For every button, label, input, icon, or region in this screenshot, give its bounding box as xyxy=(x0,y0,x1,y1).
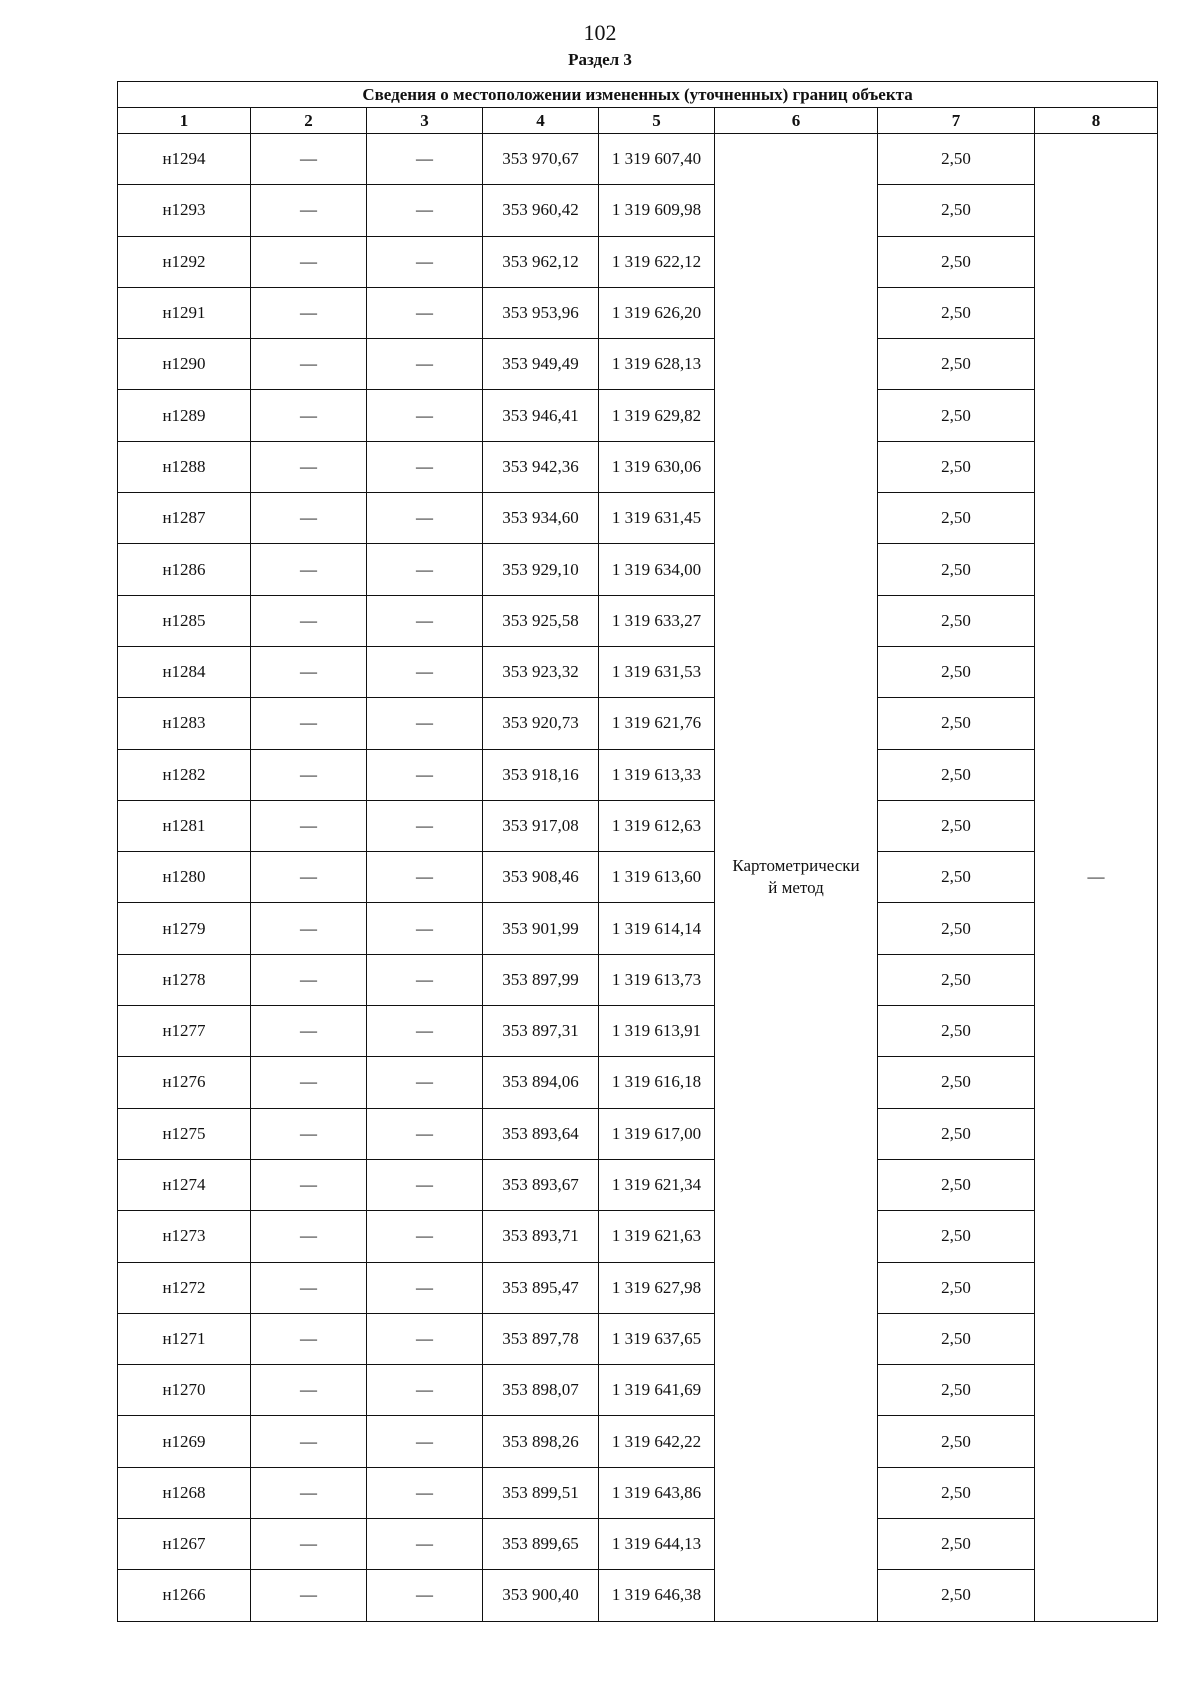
accuracy-cell: 2,50 xyxy=(878,1416,1035,1467)
coordinate-x-cell: 353 893,64 xyxy=(483,1108,599,1159)
accuracy-cell: 2,50 xyxy=(878,287,1035,338)
coordinate-y-cell: 1 319 634,00 xyxy=(599,544,715,595)
point-number-cell: н1267 xyxy=(118,1519,251,1570)
table-row xyxy=(118,1108,1158,1159)
column-number-4: 4 xyxy=(483,108,599,134)
table-row xyxy=(118,646,1158,697)
point-number-cell: н1269 xyxy=(118,1416,251,1467)
col3-dash-cell: — xyxy=(367,287,483,338)
point-number-cell: н1277 xyxy=(118,1006,251,1057)
table-row xyxy=(118,1313,1158,1364)
col2-dash-cell: — xyxy=(251,1006,367,1057)
accuracy-cell: 2,50 xyxy=(878,134,1035,185)
coordinate-y-cell: 1 319 607,40 xyxy=(599,134,715,185)
accuracy-cell: 2,50 xyxy=(878,800,1035,851)
accuracy-cell: 2,50 xyxy=(878,236,1035,287)
col2-dash-cell: — xyxy=(251,236,367,287)
boundary-coordinates-table xyxy=(117,81,1158,1622)
col2-dash-cell: — xyxy=(251,339,367,390)
accuracy-cell: 2,50 xyxy=(878,646,1035,697)
col3-dash-cell: — xyxy=(367,903,483,954)
coordinate-y-cell: 1 319 621,63 xyxy=(599,1211,715,1262)
point-number-cell: н1285 xyxy=(118,595,251,646)
point-number-cell: н1290 xyxy=(118,339,251,390)
column-number-6: 6 xyxy=(715,108,878,134)
coordinate-y-cell: 1 319 622,12 xyxy=(599,236,715,287)
table-row xyxy=(118,544,1158,595)
coordinate-y-cell: 1 319 617,00 xyxy=(599,1108,715,1159)
accuracy-cell: 2,50 xyxy=(878,390,1035,441)
accuracy-cell: 2,50 xyxy=(878,1365,1035,1416)
point-number-cell: н1272 xyxy=(118,1262,251,1313)
accuracy-cell: 2,50 xyxy=(878,1211,1035,1262)
coordinate-y-cell: 1 319 613,60 xyxy=(599,852,715,903)
coordinate-y-cell: 1 319 631,45 xyxy=(599,493,715,544)
accuracy-cell: 2,50 xyxy=(878,954,1035,1005)
point-number-cell: н1288 xyxy=(118,441,251,492)
point-number-cell: н1281 xyxy=(118,800,251,851)
coordinate-x-cell: 353 897,78 xyxy=(483,1313,599,1364)
col3-dash-cell: — xyxy=(367,749,483,800)
coordinate-x-cell: 353 946,41 xyxy=(483,390,599,441)
accuracy-cell: 2,50 xyxy=(878,1159,1035,1210)
coordinate-x-cell: 353 918,16 xyxy=(483,749,599,800)
col2-dash-cell: — xyxy=(251,1262,367,1313)
method-line-1: Картометрически xyxy=(732,856,860,876)
col2-dash-cell: — xyxy=(251,1416,367,1467)
col2-dash-cell: — xyxy=(251,800,367,851)
table-body xyxy=(118,134,1158,1622)
table-caption: Сведения о местоположении измененных (уточненных) границ объекта xyxy=(118,82,1158,108)
col3-dash-cell: — xyxy=(367,800,483,851)
point-number-cell: н1274 xyxy=(118,1159,251,1210)
coordinate-x-cell: 353 893,71 xyxy=(483,1211,599,1262)
point-number-cell: н1293 xyxy=(118,185,251,236)
column-number-5: 5 xyxy=(599,108,715,134)
col2-dash-cell: — xyxy=(251,595,367,646)
point-number-cell: н1292 xyxy=(118,236,251,287)
col3-dash-cell: — xyxy=(367,1262,483,1313)
col3-dash-cell: — xyxy=(367,1365,483,1416)
table-row xyxy=(118,390,1158,441)
point-number-cell: н1270 xyxy=(118,1365,251,1416)
coordinate-x-cell: 353 898,26 xyxy=(483,1416,599,1467)
point-number-cell: н1287 xyxy=(118,493,251,544)
method-line-2: й метод xyxy=(768,878,824,898)
point-number-cell: н1286 xyxy=(118,544,251,595)
accuracy-cell: 2,50 xyxy=(878,493,1035,544)
col2-dash-cell: — xyxy=(251,698,367,749)
coordinate-y-cell: 1 319 621,76 xyxy=(599,698,715,749)
coordinate-x-cell: 353 970,67 xyxy=(483,134,599,185)
accuracy-cell: 2,50 xyxy=(878,1570,1035,1621)
coordinate-y-cell: 1 319 614,14 xyxy=(599,903,715,954)
coordinate-y-cell: 1 319 613,33 xyxy=(599,749,715,800)
accuracy-cell: 2,50 xyxy=(878,1313,1035,1364)
coordinate-x-cell: 353 897,31 xyxy=(483,1006,599,1057)
coordinate-y-cell: 1 319 613,91 xyxy=(599,1006,715,1057)
accuracy-cell: 2,50 xyxy=(878,544,1035,595)
column-number-1: 1 xyxy=(118,108,251,134)
accuracy-cell: 2,50 xyxy=(878,185,1035,236)
col2-dash-cell: — xyxy=(251,1313,367,1364)
coordinate-x-cell: 353 901,99 xyxy=(483,903,599,954)
table-row xyxy=(118,1262,1158,1313)
col2-dash-cell: — xyxy=(251,185,367,236)
coordinate-y-cell: 1 319 609,98 xyxy=(599,185,715,236)
accuracy-cell: 2,50 xyxy=(878,749,1035,800)
coordinate-x-cell: 353 934,60 xyxy=(483,493,599,544)
coordinate-y-cell: 1 319 612,63 xyxy=(599,800,715,851)
table-row xyxy=(118,339,1158,390)
col2-dash-cell: — xyxy=(251,903,367,954)
col3-dash-cell: — xyxy=(367,185,483,236)
col2-dash-cell: — xyxy=(251,1365,367,1416)
coordinate-y-cell: 1 319 646,38 xyxy=(599,1570,715,1621)
accuracy-cell: 2,50 xyxy=(878,339,1035,390)
column-number-8: 8 xyxy=(1035,108,1158,134)
section-title: Раздел 3 xyxy=(568,50,632,69)
col2-dash-cell: — xyxy=(251,954,367,1005)
col8-cell: — xyxy=(1035,134,1158,1622)
point-number-cell: н1291 xyxy=(118,287,251,338)
point-number-cell: н1273 xyxy=(118,1211,251,1262)
col3-dash-cell: — xyxy=(367,390,483,441)
col3-dash-cell: — xyxy=(367,441,483,492)
col3-dash-cell: — xyxy=(367,1467,483,1518)
table-row xyxy=(118,1570,1158,1621)
table-row xyxy=(118,903,1158,954)
coordinate-y-cell: 1 319 644,13 xyxy=(599,1519,715,1570)
table-row xyxy=(118,441,1158,492)
col3-dash-cell: — xyxy=(367,544,483,595)
col3-dash-cell: — xyxy=(367,852,483,903)
page-number: 102 xyxy=(583,20,617,45)
coordinate-x-cell: 353 895,47 xyxy=(483,1262,599,1313)
accuracy-cell: 2,50 xyxy=(878,852,1035,903)
coordinate-y-cell: 1 319 641,69 xyxy=(599,1365,715,1416)
accuracy-cell: 2,50 xyxy=(878,1519,1035,1570)
coordinate-x-cell: 353 942,36 xyxy=(483,441,599,492)
point-number-cell: н1268 xyxy=(118,1467,251,1518)
col3-dash-cell: — xyxy=(367,236,483,287)
col3-dash-cell: — xyxy=(367,1057,483,1108)
col2-dash-cell: — xyxy=(251,646,367,697)
coordinate-y-cell: 1 319 626,20 xyxy=(599,287,715,338)
coordinate-x-cell: 353 960,42 xyxy=(483,185,599,236)
col3-dash-cell: — xyxy=(367,1416,483,1467)
col2-dash-cell: — xyxy=(251,544,367,595)
coordinate-y-cell: 1 319 628,13 xyxy=(599,339,715,390)
table-row xyxy=(118,1416,1158,1467)
table-row xyxy=(118,1467,1158,1518)
coordinate-x-cell: 353 923,32 xyxy=(483,646,599,697)
col3-dash-cell: — xyxy=(367,1108,483,1159)
coordinate-x-cell: 353 899,65 xyxy=(483,1519,599,1570)
accuracy-cell: 2,50 xyxy=(878,441,1035,492)
table-row xyxy=(118,749,1158,800)
col3-dash-cell: — xyxy=(367,1519,483,1570)
coordinate-x-cell: 353 917,08 xyxy=(483,800,599,851)
coordinate-y-cell: 1 319 630,06 xyxy=(599,441,715,492)
table-row xyxy=(118,800,1158,851)
coordinate-x-cell: 353 908,46 xyxy=(483,852,599,903)
column-number-3: 3 xyxy=(367,108,483,134)
coordinate-x-cell: 353 920,73 xyxy=(483,698,599,749)
table-row xyxy=(118,1057,1158,1108)
coordinate-y-cell: 1 319 613,73 xyxy=(599,954,715,1005)
table-row xyxy=(118,1211,1158,1262)
coordinate-x-cell: 353 949,49 xyxy=(483,339,599,390)
col3-dash-cell: — xyxy=(367,134,483,185)
table-row xyxy=(118,493,1158,544)
accuracy-cell: 2,50 xyxy=(878,1057,1035,1108)
table-row xyxy=(118,1159,1158,1210)
coordinate-x-cell: 353 925,58 xyxy=(483,595,599,646)
accuracy-cell: 2,50 xyxy=(878,1006,1035,1057)
method-cell xyxy=(715,134,878,1622)
coordinate-y-cell: 1 319 629,82 xyxy=(599,390,715,441)
col2-dash-cell: — xyxy=(251,1519,367,1570)
table-row xyxy=(118,134,1158,185)
col3-dash-cell: — xyxy=(367,493,483,544)
accuracy-cell: 2,50 xyxy=(878,698,1035,749)
point-number-cell: н1271 xyxy=(118,1313,251,1364)
table-row xyxy=(118,287,1158,338)
col2-dash-cell: — xyxy=(251,441,367,492)
col3-dash-cell: — xyxy=(367,1570,483,1621)
col2-dash-cell: — xyxy=(251,1108,367,1159)
table-row xyxy=(118,236,1158,287)
col2-dash-cell: — xyxy=(251,1057,367,1108)
col2-dash-cell: — xyxy=(251,749,367,800)
accuracy-cell: 2,50 xyxy=(878,1262,1035,1313)
point-number-cell: н1283 xyxy=(118,698,251,749)
coordinate-y-cell: 1 319 627,98 xyxy=(599,1262,715,1313)
col3-dash-cell: — xyxy=(367,595,483,646)
table-row xyxy=(118,1006,1158,1057)
coordinate-x-cell: 353 929,10 xyxy=(483,544,599,595)
col2-dash-cell: — xyxy=(251,1159,367,1210)
accuracy-cell: 2,50 xyxy=(878,1108,1035,1159)
col3-dash-cell: — xyxy=(367,339,483,390)
point-number-cell: н1282 xyxy=(118,749,251,800)
coordinate-x-cell: 353 953,96 xyxy=(483,287,599,338)
coordinate-x-cell: 353 898,07 xyxy=(483,1365,599,1416)
point-number-cell: н1280 xyxy=(118,852,251,903)
col3-dash-cell: — xyxy=(367,954,483,1005)
col2-dash-cell: — xyxy=(251,493,367,544)
table-row xyxy=(118,954,1158,1005)
col3-dash-cell: — xyxy=(367,1159,483,1210)
point-number-cell: н1266 xyxy=(118,1570,251,1621)
col2-dash-cell: — xyxy=(251,287,367,338)
coordinate-x-cell: 353 897,99 xyxy=(483,954,599,1005)
table-row xyxy=(118,185,1158,236)
coordinate-x-cell: 353 894,06 xyxy=(483,1057,599,1108)
coordinate-y-cell: 1 319 642,22 xyxy=(599,1416,715,1467)
col3-dash-cell: — xyxy=(367,646,483,697)
col3-dash-cell: — xyxy=(367,1006,483,1057)
point-number-cell: н1279 xyxy=(118,903,251,954)
point-number-cell: н1289 xyxy=(118,390,251,441)
col2-dash-cell: — xyxy=(251,852,367,903)
col3-dash-cell: — xyxy=(367,698,483,749)
coordinate-y-cell: 1 319 621,34 xyxy=(599,1159,715,1210)
table-row xyxy=(118,595,1158,646)
accuracy-cell: 2,50 xyxy=(878,903,1035,954)
point-number-cell: н1294 xyxy=(118,134,251,185)
column-number-7: 7 xyxy=(878,108,1035,134)
coordinate-y-cell: 1 319 616,18 xyxy=(599,1057,715,1108)
col2-dash-cell: — xyxy=(251,1570,367,1621)
coordinate-x-cell: 353 900,40 xyxy=(483,1570,599,1621)
accuracy-cell: 2,50 xyxy=(878,595,1035,646)
coordinate-y-cell: 1 319 637,65 xyxy=(599,1313,715,1364)
coordinate-x-cell: 353 962,12 xyxy=(483,236,599,287)
col2-dash-cell: — xyxy=(251,1467,367,1518)
column-number-row xyxy=(118,108,1158,134)
table-row xyxy=(118,1365,1158,1416)
point-number-cell: н1284 xyxy=(118,646,251,697)
table-row xyxy=(118,1519,1158,1570)
table-row xyxy=(118,852,1158,903)
point-number-cell: н1278 xyxy=(118,954,251,1005)
col2-dash-cell: — xyxy=(251,1211,367,1262)
point-number-cell: н1275 xyxy=(118,1108,251,1159)
col2-dash-cell: — xyxy=(251,390,367,441)
col3-dash-cell: — xyxy=(367,1211,483,1262)
col2-dash-cell: — xyxy=(251,134,367,185)
coordinate-y-cell: 1 319 631,53 xyxy=(599,646,715,697)
coordinate-x-cell: 353 893,67 xyxy=(483,1159,599,1210)
coordinate-y-cell: 1 319 643,86 xyxy=(599,1467,715,1518)
coordinate-x-cell: 353 899,51 xyxy=(483,1467,599,1518)
accuracy-cell: 2,50 xyxy=(878,1467,1035,1518)
column-number-2: 2 xyxy=(251,108,367,134)
table-row xyxy=(118,698,1158,749)
coordinate-y-cell: 1 319 633,27 xyxy=(599,595,715,646)
col3-dash-cell: — xyxy=(367,1313,483,1364)
point-number-cell: н1276 xyxy=(118,1057,251,1108)
